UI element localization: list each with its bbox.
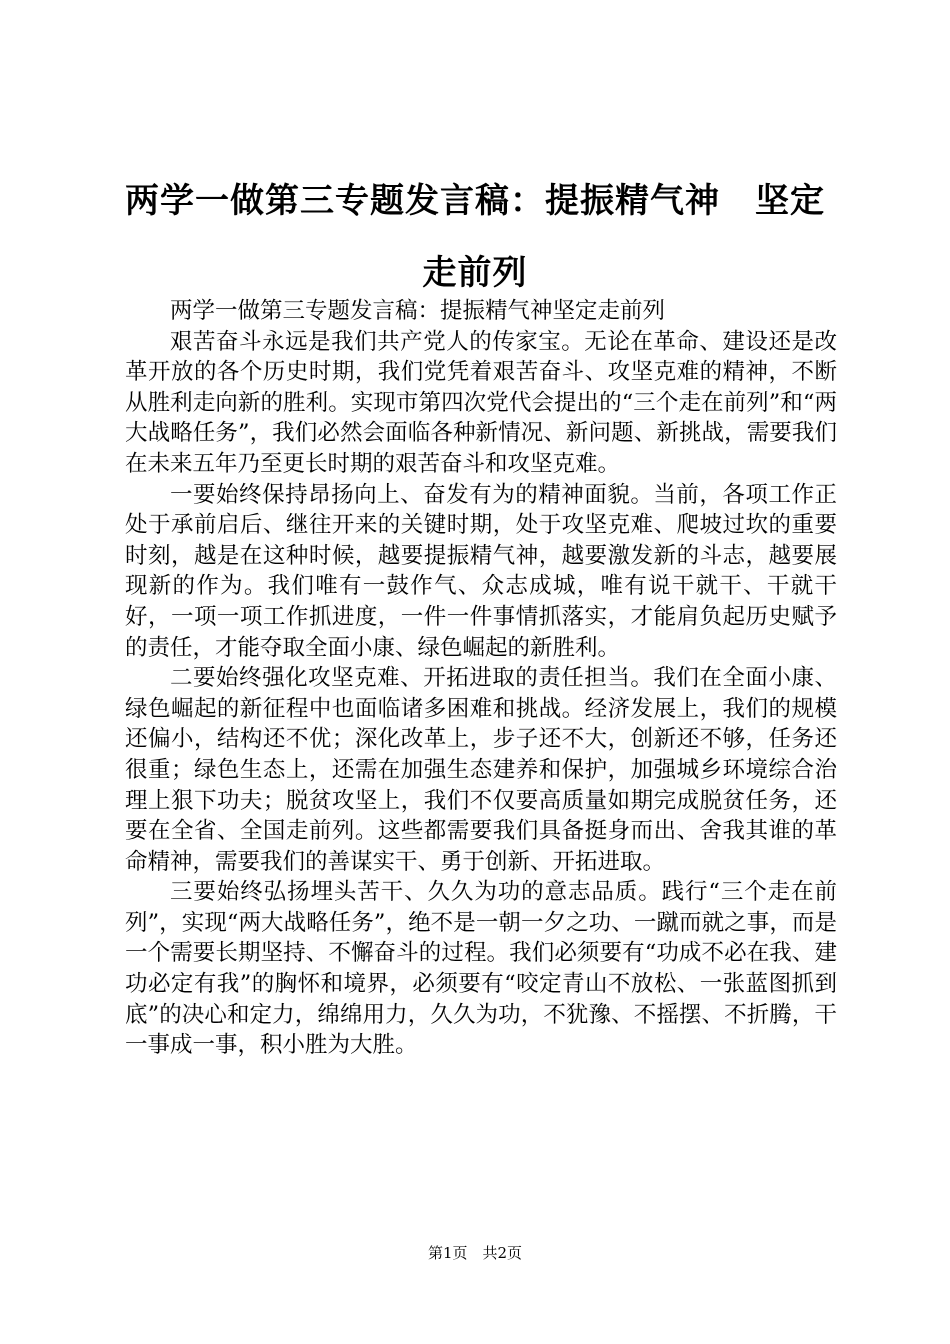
paragraph-intro: 艰苦奋斗永远是我们共产党人的传家宝。无论在革命、建设还是改革开放的各个历史时期，我们党凭着艰苦奋斗、攻坚克难的精神，不断从胜利走向新的胜利。实现市第四次党代会提出的“三个走在前列”和“两大战略任务”，我们必然会面临各种新情况、新问题、新挑战，需要我们在未来五年乃至更长时期的艰苦奋斗和攻坚克难。 <box>125 328 837 477</box>
document-body <box>125 296 837 1061</box>
title-line-2: 走前列 <box>422 253 528 293</box>
paragraph-point-three: 三要始终弘扬埋头苦干、久久为功的意志品质。践行“三个走在前列”，实现“两大战略任务”，绝不是一朝一夕之功、一蹴而就之事，而是一个需要长期坚持、不懈奋斗的过程。我们必须要有“功成不必在我、建功必定有我”的胸怀和境界，必须要有“咬定青山不放松、一张蓝图抓到底”的决心和定力，绵绵用力，久久为功，不犹豫、不摇摆、不折腾，干一事成一事，积小胜为大胜。 <box>125 879 837 1059</box>
page-footer: 第1页 共2页 <box>427 1244 523 1262</box>
paragraph-subtitle: 两学一做第三专题发言稿：提振精气神坚定走前列 <box>170 298 666 324</box>
paragraph-point-one: 一要始终保持昂扬向上、奋发有为的精神面貌。当前，各项工作正处于承前启后、继往开来的关键时期，处于攻坚克难、爬坡过坎的重要时刻，越是在这种时候，越要提振精气神，越要激发新的斗志，越要展现新的作为。我们唯有一鼓作气、众志成城，唯有说干就干、干就干好，一项一项工作抓进度，一件一件事情抓落实，才能肩负起历史赋予的责任，才能夺取全面小康、绿色崛起的新胜利。 <box>125 481 837 661</box>
document-title <box>120 165 830 309</box>
title-line-1: 两学一做第三专题发言稿：提振精气神 坚定 <box>125 181 825 221</box>
paragraph-point-two: 二要始终强化攻坚克难、开拓进取的责任担当。我们在全面小康、绿色崛起的新征程中也面临诸多困难和挑战。经济发展上，我们的规模还偏小，结构还不优；深化改革上，步子还不大，创新还不够，任务还很重；绿色生态上，还需在加强生态建养和保护，加强城乡环境综合治理上狠下功夫；脱贫攻坚上，我们不仅要高质量如期完成脱贫任务，还要在全省、全国走前列。这些都需要我们具备挺身而出、舍我其谁的革命精神，需要我们的善谋实干、勇于创新、开拓进取。 <box>125 665 837 875</box>
